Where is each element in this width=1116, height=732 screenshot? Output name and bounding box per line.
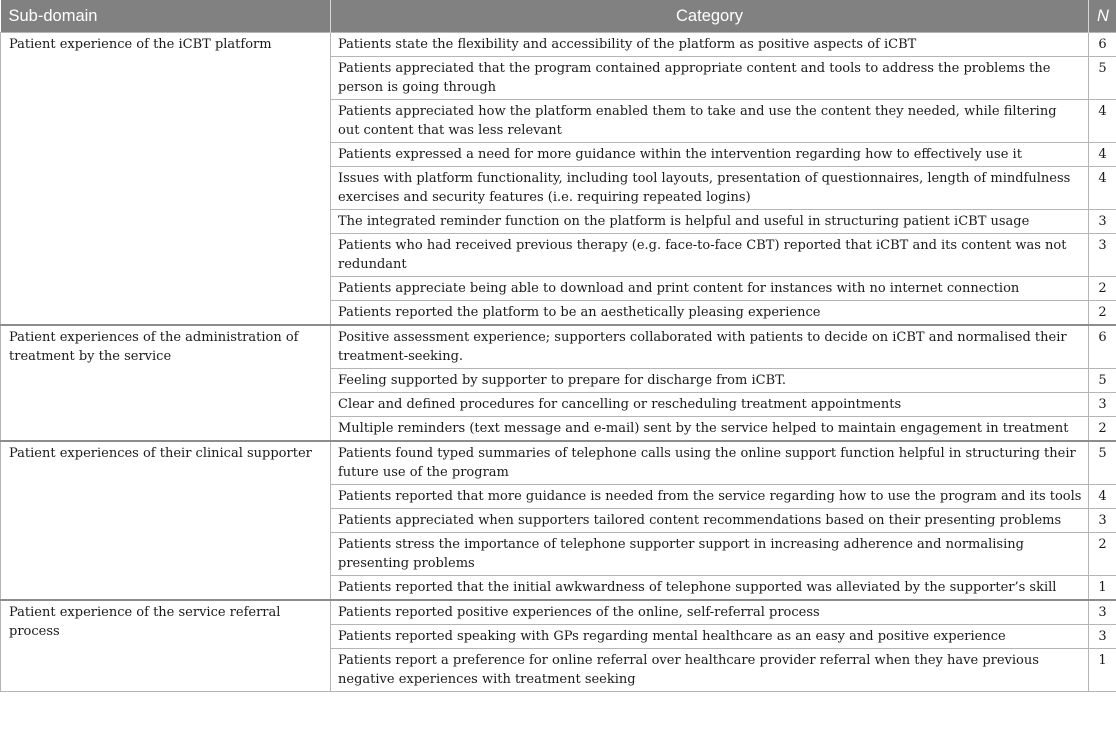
header-n: N — [1089, 0, 1116, 33]
header-subdomain: Sub-domain — [1, 0, 331, 33]
table-row — [1, 441, 1116, 485]
category-cell: Patients report a preference for online referral over healthcare provider referral when they have previous negative experiences with treatment seeking — [331, 649, 1089, 692]
n-cell: 3 — [1089, 393, 1116, 417]
n-cell: 4 — [1089, 485, 1116, 509]
n-cell: 4 — [1089, 143, 1116, 167]
n-cell: 5 — [1089, 369, 1116, 393]
category-cell: Multiple reminders (text message and e-mail) sent by the service helped to maintain engagement in treatment — [331, 417, 1089, 442]
n-cell: 5 — [1089, 57, 1116, 100]
category-cell: Patients appreciated how the platform enabled them to take and use the content they needed, while filtering out content that was less relevant — [331, 100, 1089, 143]
n-cell: 3 — [1089, 600, 1116, 625]
n-cell: 1 — [1089, 649, 1116, 692]
category-cell: Feeling supported by supporter to prepare for discharge from iCBT. — [331, 369, 1089, 393]
category-cell: Patients expressed a need for more guidance within the intervention regarding how to effectively use it — [331, 143, 1089, 167]
table-body — [1, 33, 1116, 692]
category-cell: Patients state the flexibility and accessibility of the platform as positive aspects of iCBT — [331, 33, 1089, 57]
n-cell: 3 — [1089, 210, 1116, 234]
header-category: Category — [331, 0, 1089, 33]
category-cell: Patients reported that more guidance is needed from the service regarding how to use the program and its tools — [331, 485, 1089, 509]
category-cell: Clear and defined procedures for cancelling or rescheduling treatment appointments — [331, 393, 1089, 417]
category-cell: Patients appreciated that the program contained appropriate content and tools to address the problems the person is going through — [331, 57, 1089, 100]
n-cell: 5 — [1089, 441, 1116, 485]
table-row — [1, 600, 1116, 625]
table-row — [1, 325, 1116, 369]
n-cell: 4 — [1089, 100, 1116, 143]
category-cell: The integrated reminder function on the platform is helpful and useful in structuring patient iCBT usage — [331, 210, 1089, 234]
n-cell: 2 — [1089, 301, 1116, 326]
category-cell: Patients reported the platform to be an aesthetically pleasing experience — [331, 301, 1089, 326]
category-cell: Patients stress the importance of telephone supporter support in increasing adherence and normalising presenting problems — [331, 533, 1089, 576]
n-cell: 6 — [1089, 325, 1116, 369]
n-cell: 3 — [1089, 625, 1116, 649]
subdomain-cell: Patient experiences of their clinical supporter — [1, 441, 331, 600]
category-cell: Issues with platform functionality, including tool layouts, presentation of questionnaires, length of mindfulness exercises and security features (i.e. requiring repeated logins) — [331, 167, 1089, 210]
n-cell: 2 — [1089, 277, 1116, 301]
subdomain-cell: Patient experience of the service referral process — [1, 600, 331, 692]
category-cell: Patients reported positive experiences of the online, self-referral process — [331, 600, 1089, 625]
subdomain-cell: Patient experience of the iCBT platform — [1, 33, 331, 326]
n-cell: 4 — [1089, 167, 1116, 210]
n-cell: 6 — [1089, 33, 1116, 57]
category-cell: Patients appreciate being able to download and print content for instances with no internet connection — [331, 277, 1089, 301]
n-cell: 3 — [1089, 509, 1116, 533]
n-cell: 1 — [1089, 576, 1116, 601]
table-row — [1, 33, 1116, 57]
n-cell: 2 — [1089, 417, 1116, 442]
subdomain-cell: Patient experiences of the administration of treatment by the service — [1, 325, 331, 441]
category-cell: Patients found typed summaries of telephone calls using the online support function helpful in structuring their future use of the program — [331, 441, 1089, 485]
category-cell: Patients who had received previous therapy (e.g. face-to-face CBT) reported that iCBT and its content was not redundant — [331, 234, 1089, 277]
category-cell: Positive assessment experience; supporters collaborated with patients to decide on iCBT and normalised their treatment-seeking. — [331, 325, 1089, 369]
category-cell: Patients reported that the initial awkwardness of telephone supported was alleviated by the supporter’s skill — [331, 576, 1089, 601]
n-cell: 3 — [1089, 234, 1116, 277]
category-cell: Patients reported speaking with GPs regarding mental healthcare as an easy and positive experience — [331, 625, 1089, 649]
category-cell: Patients appreciated when supporters tailored content recommendations based on their presenting problems — [331, 509, 1089, 533]
n-cell: 2 — [1089, 533, 1116, 576]
header-row — [1, 0, 1116, 33]
